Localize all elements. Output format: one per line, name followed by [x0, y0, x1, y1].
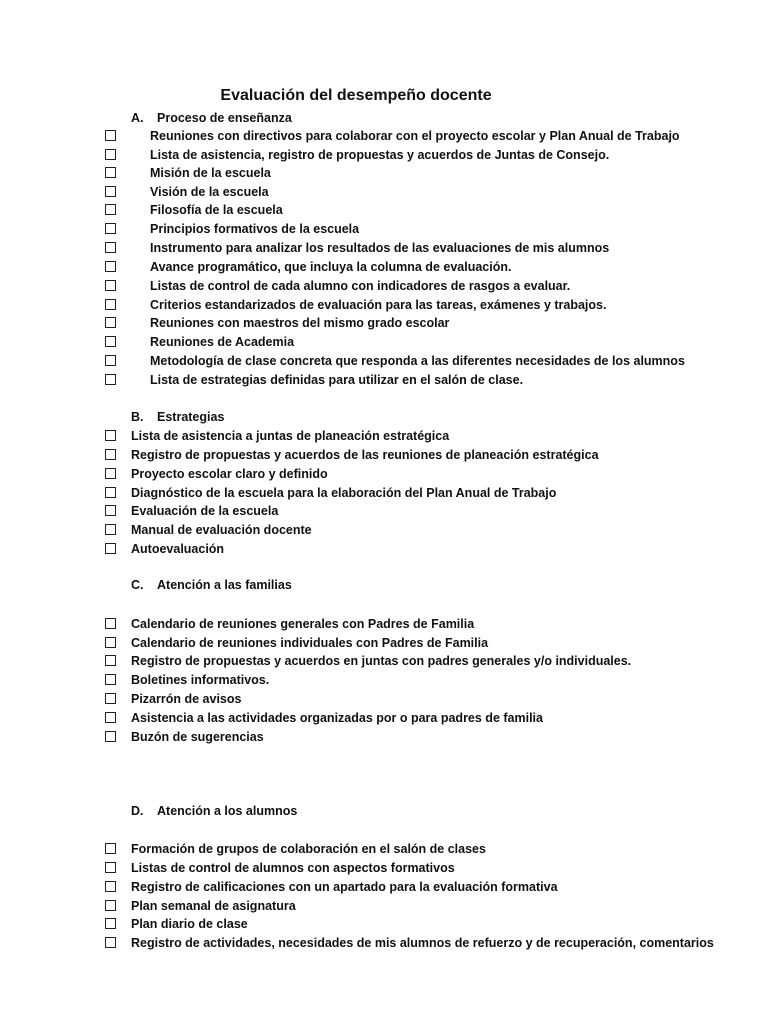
checklist-item — [0, 840, 768, 858]
checkbox[interactable] — [105, 524, 116, 535]
checkbox[interactable] — [105, 317, 116, 328]
checkbox[interactable] — [105, 900, 116, 911]
checkbox[interactable] — [105, 149, 116, 160]
item-label: Calendario de reuniones individuales con Padres de Familia — [131, 636, 489, 650]
section-letter: B. — [131, 410, 144, 424]
checklist-item — [0, 934, 768, 952]
checklist-item — [0, 728, 768, 746]
checkbox[interactable] — [105, 449, 116, 460]
checklist-item — [0, 690, 768, 708]
item-label: Diagnóstico de la escuela para la elaboración del Plan Anual de Trabajo — [131, 486, 557, 500]
item-label: Calendario de reuniones generales con Padres de Familia — [131, 617, 475, 631]
item-label: Proyecto escolar claro y definido — [131, 467, 328, 481]
item-label: Asistencia a las actividades organizadas por o para padres de familia — [131, 711, 543, 725]
checklist-item — [0, 915, 768, 933]
item-label: Listas de control de cada alumno con indicadores de rasgos a evaluar. — [150, 279, 571, 293]
checkbox[interactable] — [105, 937, 116, 948]
checklist-item — [0, 521, 768, 539]
checkbox[interactable] — [105, 618, 116, 629]
section-title: Proceso de enseñanza — [157, 111, 292, 125]
section-c-heading — [131, 577, 292, 593]
item-label: Filosofía de la escuela — [150, 203, 283, 217]
item-label: Reuniones con directivos para colaborar con el proyecto escolar y Plan Anual de Trabajo — [150, 129, 680, 143]
checklist-item — [0, 314, 768, 332]
item-label: Lista de asistencia a juntas de planeación estratégica — [131, 429, 450, 443]
item-label: Avance programático, que incluya la columna de evaluación. — [150, 260, 512, 274]
item-label: Buzón de sugerencias — [131, 730, 264, 744]
checklist-item — [0, 220, 768, 238]
item-label: Plan semanal de asignatura — [131, 899, 296, 913]
checklist-item — [0, 164, 768, 182]
item-label: Misión de la escuela — [150, 166, 271, 180]
checklist-item — [0, 183, 768, 201]
checklist-item — [0, 201, 768, 219]
checklist-item — [0, 239, 768, 257]
checklist-item — [0, 671, 768, 689]
item-label: Manual de evaluación docente — [131, 523, 312, 537]
checkbox[interactable] — [105, 204, 116, 215]
checklist-item — [0, 859, 768, 877]
item-label: Evaluación de la escuela — [131, 504, 279, 518]
checkbox[interactable] — [105, 655, 116, 666]
checkbox[interactable] — [105, 242, 116, 253]
checklist-item — [0, 127, 768, 145]
section-b-heading — [131, 409, 224, 425]
checkbox[interactable] — [105, 374, 116, 385]
checkbox[interactable] — [105, 712, 116, 723]
checklist-item — [0, 465, 768, 483]
section-d-heading — [131, 803, 297, 819]
section-letter: C. — [131, 578, 144, 592]
item-label: Reuniones de Academia — [150, 335, 295, 349]
section-title: Atención a los alumnos — [157, 804, 298, 818]
item-label: Instrumento para analizar los resultados de las evaluaciones de mis alumnos — [150, 241, 610, 255]
section-title: Estrategias — [157, 410, 225, 424]
item-label: Reuniones con maestros del mismo grado escolar — [150, 316, 450, 330]
checkbox[interactable] — [105, 186, 116, 197]
checkbox[interactable] — [105, 167, 116, 178]
section-a-heading — [131, 110, 292, 126]
checklist-item — [0, 352, 768, 370]
checkbox[interactable] — [105, 637, 116, 648]
checkbox[interactable] — [105, 468, 116, 479]
checkbox[interactable] — [105, 862, 116, 873]
checkbox[interactable] — [105, 280, 116, 291]
checkbox[interactable] — [105, 355, 116, 366]
checkbox[interactable] — [105, 543, 116, 554]
checkbox[interactable] — [105, 505, 116, 516]
item-label: Lista de estrategias definidas para utilizar en el salón de clase. — [150, 373, 524, 387]
checklist-item — [0, 333, 768, 351]
checkbox[interactable] — [105, 731, 116, 742]
item-label: Pizarrón de avisos — [131, 692, 242, 706]
checkbox[interactable] — [105, 299, 116, 310]
checklist-item — [0, 446, 768, 464]
checkbox[interactable] — [105, 918, 116, 929]
item-label: Autoevaluación — [131, 542, 225, 556]
checklist-item — [0, 897, 768, 915]
checklist-item — [0, 709, 768, 727]
item-label: Metodología de clase concreta que responda a las diferentes necesidades de los alumnos — [150, 354, 685, 368]
item-label: Criterios estandarizados de evaluación para las tareas, exámenes y trabajos. — [150, 298, 607, 312]
item-label: Visión de la escuela — [150, 185, 269, 199]
checkbox[interactable] — [105, 130, 116, 141]
checklist-item — [0, 652, 768, 670]
checklist-item — [0, 540, 768, 558]
section-letter: A. — [131, 111, 144, 125]
item-label: Listas de control de alumnos con aspectos formativos — [131, 861, 455, 875]
item-label: Registro de propuestas y acuerdos en juntas con padres generales y/o individuales. — [131, 654, 632, 668]
checkbox[interactable] — [105, 336, 116, 347]
item-label: Plan diario de clase — [131, 917, 248, 931]
section-title: Atención a las familias — [157, 578, 292, 592]
checklist-item — [0, 502, 768, 520]
section-letter: D. — [131, 804, 144, 818]
checkbox[interactable] — [105, 261, 116, 272]
checkbox[interactable] — [105, 881, 116, 892]
checklist-item — [0, 878, 768, 896]
checklist-item — [0, 146, 768, 164]
item-label: Formación de grupos de colaboración en el salón de clases — [131, 842, 486, 856]
checklist-item — [0, 615, 768, 633]
item-label: Lista de asistencia, registro de propuestas y acuerdos de Juntas de Consejo. — [150, 148, 610, 162]
checklist-item — [0, 484, 768, 502]
checklist-item — [0, 277, 768, 295]
page-title: Evaluación del desempeño docente — [220, 87, 492, 104]
checkbox[interactable] — [105, 487, 116, 498]
checklist-item — [0, 258, 768, 276]
checkbox[interactable] — [105, 843, 116, 854]
item-label: Registro de calificaciones con un apartado para la evaluación formativa — [131, 880, 558, 894]
checklist-item — [0, 427, 768, 445]
checklist-item — [0, 634, 768, 652]
checkbox[interactable] — [105, 674, 116, 685]
item-label: Registro de propuestas y acuerdos de las reuniones de planeación estratégica — [131, 448, 599, 462]
checklist-item — [0, 296, 768, 314]
item-label: Principios formativos de la escuela — [150, 222, 360, 236]
checklist-item — [0, 371, 768, 389]
checkbox[interactable] — [105, 693, 116, 704]
checkbox[interactable] — [105, 223, 116, 234]
item-label: Boletines informativos. — [131, 673, 270, 687]
checkbox[interactable] — [105, 430, 116, 441]
item-label: Registro de actividades, necesidades de mis alumnos de refuerzo y de recuperación, comentarios — [131, 936, 714, 950]
